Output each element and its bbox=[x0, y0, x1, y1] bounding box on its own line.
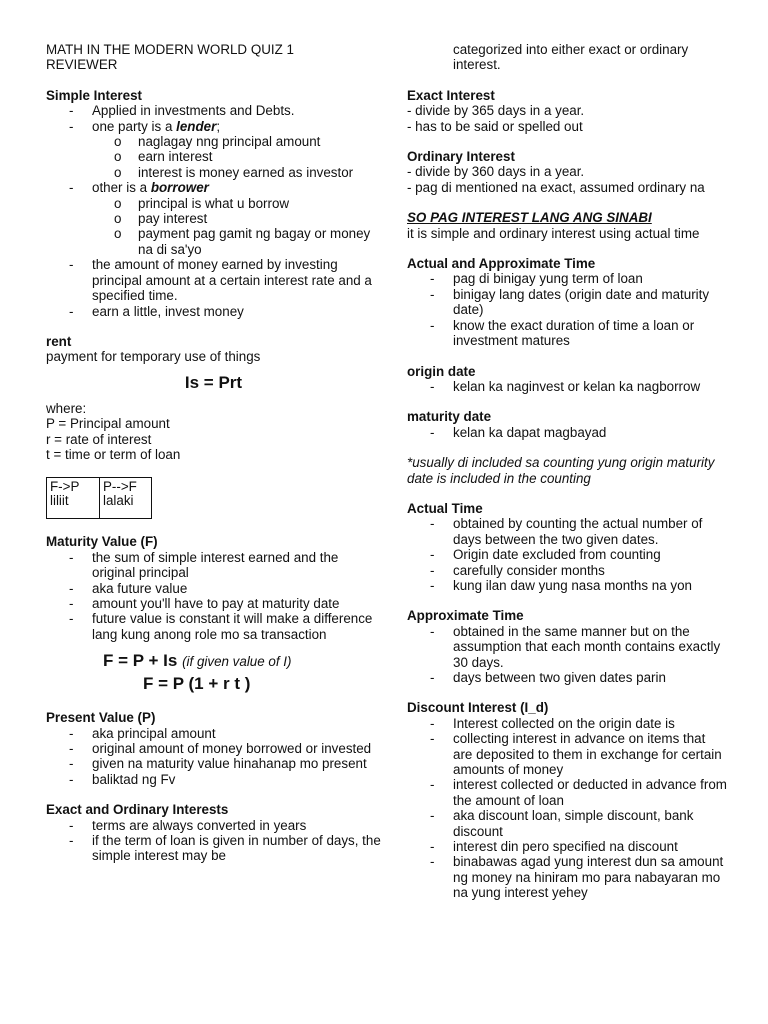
lender-sublist bbox=[92, 134, 381, 180]
list-item: - aka discount loan, simple discount, bank discount bbox=[407, 808, 727, 839]
discount-interest-list bbox=[407, 716, 727, 901]
exact-ordinary-list bbox=[46, 818, 381, 864]
list-item: - binabawas agad yung interest dun sa amount ng money na hiniram mo para nabayaran mo na yung interest yehey bbox=[407, 854, 727, 900]
where-line: r = rate of interest bbox=[46, 431, 152, 447]
where-line: t = time or term of loan bbox=[46, 446, 181, 462]
list-item: - Interest collected on the origin date is bbox=[407, 716, 727, 731]
list-item: - the amount of money earned by investing principal amount at a certain interest rate and a specified time. bbox=[46, 257, 381, 303]
approx-time-list bbox=[407, 624, 727, 686]
counting-note: *usually di included sa counting yung origin maturity date is included in the counting bbox=[407, 455, 715, 486]
present-value-heading: Present Value (P) bbox=[46, 710, 156, 726]
left-column bbox=[46, 42, 381, 864]
so-pag-text: it is simple and ordinary interest using actual time bbox=[407, 225, 700, 241]
borrower-term: borrower bbox=[150, 180, 209, 196]
right-column bbox=[407, 42, 727, 901]
list-item: - obtained in the same manner but on the assumption that each month contains exactly 30 days. bbox=[407, 624, 727, 670]
formula-f1: F = P + Is bbox=[103, 651, 178, 671]
list-item: - kelan ka naginvest or kelan ka nagborrow bbox=[407, 379, 727, 394]
sub-item: o pay interest bbox=[92, 211, 381, 226]
actual-time-heading: Actual Time bbox=[407, 500, 483, 516]
borrower-sublist bbox=[92, 196, 381, 258]
list-item bbox=[46, 119, 381, 181]
list-item: - given na maturity value hinahanap mo present bbox=[46, 756, 381, 771]
list-item: - binigay lang dates (origin date and maturity date) bbox=[407, 287, 727, 318]
formula-simple-interest: Is = Prt bbox=[184, 372, 243, 392]
fp-table bbox=[46, 477, 152, 519]
actual-approx-heading: Actual and Approximate Time bbox=[407, 256, 596, 272]
list-item: - kung ilan daw yung nasa months na yon bbox=[407, 578, 727, 593]
list-item: - collecting interest in advance on items that are deposited to them in exchange for certain amounts of money bbox=[407, 731, 727, 777]
actual-approx-list bbox=[407, 271, 727, 348]
formula-future-value bbox=[46, 650, 381, 673]
fp-cell-top: P-->F bbox=[103, 479, 137, 495]
borrower-prefix: other is a bbox=[92, 180, 151, 196]
approx-time-heading: Approximate Time bbox=[407, 608, 524, 624]
list-item: - interest collected or deducted in advance from the amount of loan bbox=[407, 777, 727, 808]
lender-term: lender bbox=[176, 118, 217, 134]
list-item: - carefully consider months bbox=[407, 563, 727, 578]
lender-suffix: ; bbox=[216, 118, 221, 134]
list-item: - days between two given dates parin bbox=[407, 670, 727, 685]
exact-line: - divide by 365 days in a year. bbox=[407, 103, 585, 119]
maturity-value-heading: Maturity Value (F) bbox=[46, 534, 158, 550]
discount-interest-heading: Discount Interest (I_d) bbox=[407, 700, 549, 716]
exact-interest-heading: Exact Interest bbox=[407, 87, 495, 103]
fp-cell-bottom: liliit bbox=[50, 493, 69, 509]
list-item: - amount you'll have to pay at maturity date bbox=[46, 596, 381, 611]
fp-cell-bottom: lalaki bbox=[103, 493, 134, 509]
sub-item: o payment pag gamit ng bagay or money na di sa'yo bbox=[92, 226, 381, 257]
actual-time-list bbox=[407, 516, 727, 593]
fp-cell-top: F->P bbox=[50, 479, 80, 495]
list-item: - the sum of simple interest earned and the original principal bbox=[46, 550, 381, 581]
where-line: where: bbox=[46, 400, 87, 416]
list-item bbox=[46, 180, 381, 257]
list-item: - interest din pero specified na discount bbox=[407, 839, 727, 854]
ordinary-interest-heading: Ordinary Interest bbox=[407, 149, 515, 165]
list-item: - future value is constant it will make a difference lang kung anong role mo sa transaction bbox=[46, 611, 381, 642]
sub-item: o earn interest bbox=[92, 149, 381, 164]
fp-cell bbox=[99, 478, 151, 518]
simple-interest-list bbox=[46, 103, 381, 319]
exact-ordinary-heading: Exact and Ordinary Interests bbox=[46, 802, 229, 818]
sub-item: o principal is what u borrow bbox=[92, 196, 381, 211]
list-item: - aka future value bbox=[46, 581, 381, 596]
doc-title-line2: REVIEWER bbox=[46, 57, 118, 73]
formula-f1-note: (if given value of I) bbox=[182, 654, 292, 670]
rent-definition: payment for temporary use of things bbox=[46, 349, 261, 365]
sub-item: o interest is money earned as investor bbox=[92, 165, 381, 180]
rent-heading: rent bbox=[46, 333, 72, 349]
ordinary-line: - pag di mentioned na exact, assumed ordinary na bbox=[407, 179, 705, 195]
list-item: - aka principal amount bbox=[46, 726, 381, 741]
list-item: - obtained by counting the actual number of days between the two given dates. bbox=[407, 516, 727, 547]
doc-title-line1: MATH IN THE MODERN WORLD QUIZ 1 bbox=[46, 42, 294, 57]
formula-future-value-expanded: F = P (1 + r t ) bbox=[143, 674, 251, 694]
list-item: - if the term of loan is given in number of days, the simple interest may be bbox=[46, 833, 381, 864]
ordinary-line: - divide by 360 days in a year. bbox=[407, 164, 585, 180]
continuation-text: categorized into either exact or ordinary interest. bbox=[453, 42, 689, 73]
list-item: - terms are always converted in years bbox=[46, 818, 381, 833]
simple-interest-heading: Simple Interest bbox=[46, 87, 142, 103]
list-item: - baliktad ng Fv bbox=[46, 772, 381, 787]
present-value-list bbox=[46, 726, 381, 788]
list-item: - Applied in investments and Debts. bbox=[46, 103, 381, 118]
origin-date-heading: origin date bbox=[407, 363, 476, 379]
list-item: - original amount of money borrowed or invested bbox=[46, 741, 381, 756]
where-line: P = Principal amount bbox=[46, 416, 170, 432]
maturity-date-list bbox=[407, 425, 727, 440]
maturity-date-heading: maturity date bbox=[407, 409, 492, 425]
list-item: - kelan ka dapat magbayad bbox=[407, 425, 727, 440]
list-item: - earn a little, invest money bbox=[46, 304, 381, 319]
fp-cell bbox=[47, 478, 99, 518]
so-pag-heading: SO PAG INTEREST LANG ANG SINABI bbox=[407, 210, 652, 226]
list-item: - Origin date excluded from counting bbox=[407, 547, 727, 562]
lender-prefix: one party is a bbox=[92, 118, 177, 134]
list-item: - pag di binigay yung term of loan bbox=[407, 271, 727, 286]
list-item: - know the exact duration of time a loan or investment matures bbox=[407, 318, 727, 349]
exact-line: - has to be said or spelled out bbox=[407, 118, 583, 134]
sub-item: o naglagay nng principal amount bbox=[92, 134, 381, 149]
maturity-value-list bbox=[46, 550, 381, 642]
origin-date-list bbox=[407, 379, 727, 394]
